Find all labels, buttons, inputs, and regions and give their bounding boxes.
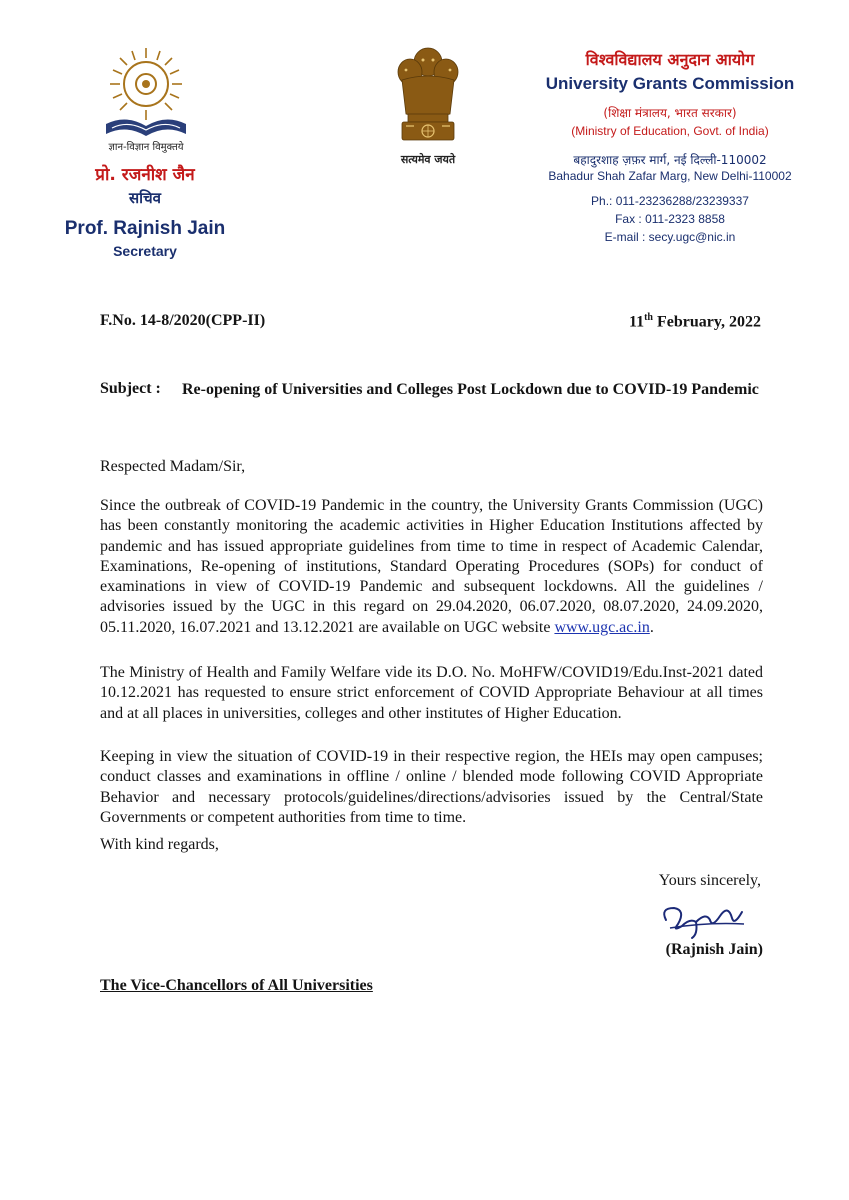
secretary-designation: Secretary xyxy=(113,243,177,259)
signature xyxy=(648,898,768,944)
paragraph-2: The Ministry of Health and Family Welfare vide its D.O. No. MoHFW/COVID19/Edu.Inst-2021 dated 10.12.2021 has requested to ensure strict enforcement of COVID Appropriate Behaviour at all times and at all places in universities, colleges and other institutes of Higher Education. xyxy=(100,664,763,722)
salutation: Respected Madam/Sir, xyxy=(100,458,246,475)
paragraph-1-text: Since the outbreak of COVID-19 Pandemic in the country, the University Grants Commission (UGC) has been constantly monitoring the academic activities in Higher Education Institutions affected by pandemic and has issued appropriate guidelines from time to time in respect of Academic Calendar, Examinations, Re-opening of institutions, Standard Operating Procedures (SOPs) for conduct of examinations in view of COVID-19 Pandemic and subsequent lockdowns. All the guidelines / advisories issued by the UGC in this regard on 29.04.2020, 06.07.2020, 08.07.2020, 24.09.2020, 05.11.2020, 16.07.2021 and 13.12.2021 are available on UGC website xyxy=(100,497,763,636)
ministry: (Ministry of Education, Govt. of India) xyxy=(571,124,769,138)
date-day: 11 xyxy=(628,313,645,331)
ministry-hindi: (शिक्षा मंत्रालय, भारत सरकार) xyxy=(603,106,737,120)
ugc-website-link[interactable]: www.ugc.ac.in xyxy=(554,618,650,636)
date-month-year: February, 2022 xyxy=(653,313,761,331)
closing: With kind regards, xyxy=(100,836,219,853)
organization-name: University Grants Commission xyxy=(545,74,795,93)
address-hindi: बहादुरशाह ज़फ़र मार्ग, नई दिल्ली-110002 xyxy=(573,153,767,167)
emblem-motto: सत्यमेव जयते xyxy=(400,153,456,166)
subject-label: Subject : xyxy=(100,380,161,397)
addressee: The Vice-Chancellors of All Universities xyxy=(100,977,373,994)
institution-motto: ज्ञान-विज्ञान विमुक्तये xyxy=(108,142,184,153)
phone-number: Ph.: 011-23236288/23239337 xyxy=(591,194,749,208)
address: Bahadur Shah Zafar Marg, New Delhi-110002 xyxy=(548,169,792,183)
organization-name-hindi: विश्वविद्यालय अनुदान आयोग xyxy=(585,50,755,69)
letter-date xyxy=(629,312,761,331)
secretary-designation-hindi: सचिव xyxy=(129,189,161,207)
email-address: E-mail : secy.ugc@nic.in xyxy=(604,230,736,244)
secretary-name: Prof. Rajnish Jain xyxy=(64,218,226,239)
date-suffix: th xyxy=(644,312,653,323)
valediction: Yours sincerely, xyxy=(658,872,761,889)
fax-number: Fax : 011-2323 8858 xyxy=(615,212,725,226)
paragraph-1 xyxy=(100,496,763,638)
ugc-logo xyxy=(100,44,192,144)
file-number: F.No. 14-8/2020(CPP-II) xyxy=(100,312,266,329)
paragraph-3: Keeping in view the situation of COVID-19 in their respective region, the HEIs may open campuses; conduct classes and examinations in offline / online / blended mode following COVID Appropriate Behavior and necessary protocols/guidelines/directions/advisories issued by the Central/State Governments or competent authorities from time to time. xyxy=(100,748,763,826)
secretary-name-hindi: प्रो. रजनीश जैन xyxy=(95,165,195,185)
signer-name: (Rajnish Jain) xyxy=(665,941,763,958)
subject-text: Re-opening of Universities and Colleges Post Lockdown due to COVID-19 Pandemic xyxy=(182,381,759,398)
national-emblem xyxy=(388,44,468,152)
paragraph-1-end: . xyxy=(649,618,654,636)
